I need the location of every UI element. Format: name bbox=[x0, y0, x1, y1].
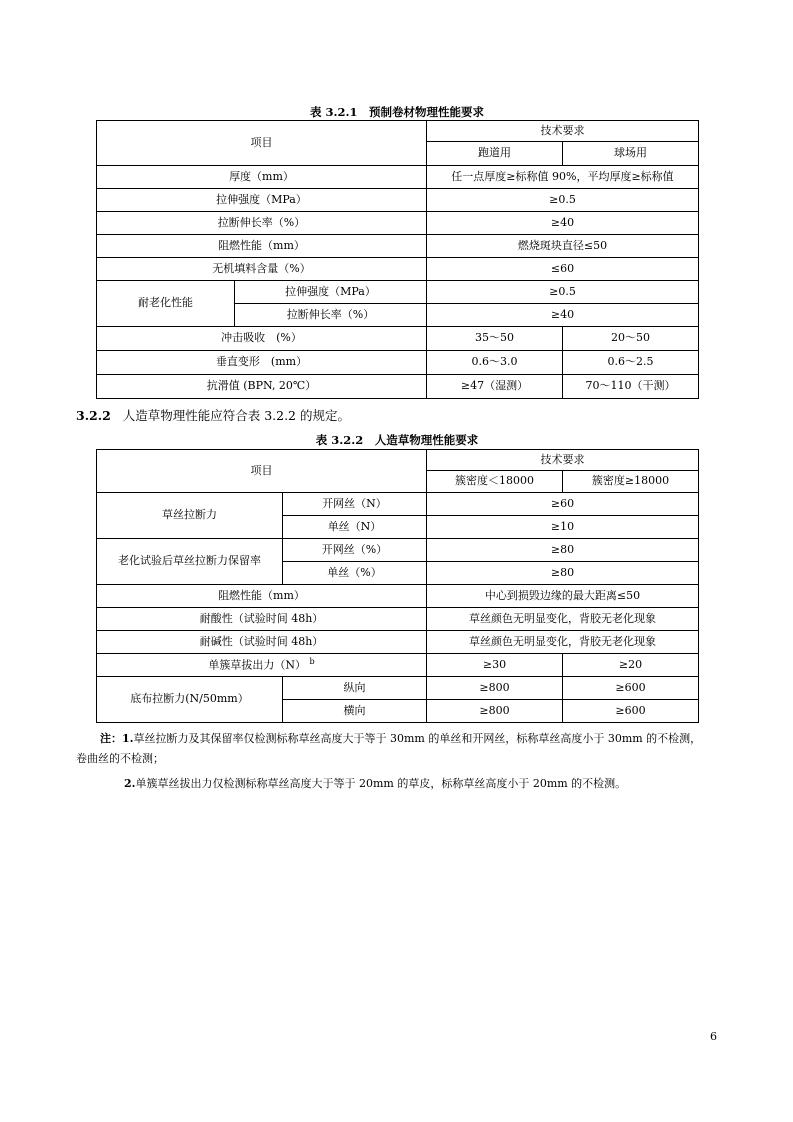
header-court: 球场用 bbox=[563, 142, 699, 166]
row-value: 草丝颜色无明显变化，背胶无老化现象 bbox=[427, 608, 699, 631]
row-value-track: 0.6～3.0 bbox=[427, 351, 563, 375]
row-label: 耐酸性（试验时间 48h） bbox=[97, 608, 427, 631]
section-number: 3.2.2 bbox=[76, 408, 111, 423]
row-label: 拉断伸长率（%） bbox=[97, 212, 427, 235]
row-value-high: ≥600 bbox=[563, 700, 699, 723]
row-label: 拉伸强度（MPa） bbox=[97, 189, 427, 212]
row-label: 冲击吸收 (%） bbox=[97, 327, 427, 351]
note-1-number: 1. bbox=[122, 732, 134, 745]
note-2-number: 2. bbox=[124, 777, 136, 790]
pullout-sup: b bbox=[309, 657, 315, 667]
aging-group: 耐老化性能 bbox=[97, 281, 235, 327]
row-value: ≤60 bbox=[427, 258, 699, 281]
row-value: 中心到损毁边缘的最大距离≤50 bbox=[427, 585, 699, 608]
row-value: ≥40 bbox=[427, 304, 699, 327]
row-label: 拉伸强度（MPa） bbox=[235, 281, 427, 304]
row-label: 耐碱性（试验时间 48h） bbox=[97, 631, 427, 654]
table1-caption: 表 3.2.1 预制卷材物理性能要求 bbox=[309, 105, 484, 119]
row-value-court: 20～50 bbox=[563, 327, 699, 351]
header-tech: 技术要求 bbox=[427, 121, 699, 142]
row-value: 任一点厚度≥标称值 90%，平均厚度≥标称值 bbox=[427, 166, 699, 189]
row-value: ≥0.5 bbox=[427, 281, 699, 304]
row-value-court: 0.6～2.5 bbox=[563, 351, 699, 375]
section-heading bbox=[76, 406, 350, 424]
note-1-text: 草丝拉断力及其保留率仅检测标称草丝高度大于等于 30mm 的单丝和开网丝，标称草丝高度小于 30mm 的不检测， bbox=[133, 732, 702, 745]
note-2 bbox=[124, 775, 724, 793]
note-2-text: 单簇草丝拔出力仅检测标称草丝高度大于等于 20mm 的草皮，标称草丝高度小于 20mm 的不检测。 bbox=[135, 777, 627, 790]
note-1-continuation: 卷曲丝的不检测； bbox=[76, 752, 164, 765]
row-label: 纵向 bbox=[283, 677, 427, 700]
header-density-high: 簇密度≥18000 bbox=[563, 471, 699, 493]
pullout-label bbox=[97, 654, 427, 677]
page-number: 6 bbox=[710, 1030, 717, 1043]
row-value-low: ≥30 bbox=[427, 654, 563, 677]
row-value: ≥60 bbox=[427, 493, 699, 516]
row-value: ≥10 bbox=[427, 516, 699, 539]
row-label: 抗滑值 (BPN, 20℃） bbox=[97, 375, 427, 399]
row-label: 单丝（%） bbox=[283, 562, 427, 585]
header-track: 跑道用 bbox=[427, 142, 563, 166]
row-value-high: ≥20 bbox=[563, 654, 699, 677]
row-label: 厚度（mm） bbox=[97, 166, 427, 189]
row-label: 开网丝（%） bbox=[283, 539, 427, 562]
pullout-label-text: 单簇草拔出力（N） bbox=[208, 658, 306, 672]
row-value-low: ≥800 bbox=[427, 677, 563, 700]
row-label: 阻燃性能（mm） bbox=[97, 235, 427, 258]
table-3-2-1 bbox=[96, 120, 699, 399]
row-label: 拉断伸长率（%） bbox=[235, 304, 427, 327]
section-text: 人造草物理性能应符合表 3.2.2 的规定。 bbox=[122, 408, 350, 423]
row-value: ≥40 bbox=[427, 212, 699, 235]
row-label: 无机填料含量（%） bbox=[97, 258, 427, 281]
header-density-low: 簇密度＜18000 bbox=[427, 471, 563, 493]
row-value-low: ≥800 bbox=[427, 700, 563, 723]
backing-group: 底布拉断力(N/50mm） bbox=[97, 677, 283, 723]
header-tech: 技术要求 bbox=[427, 450, 699, 471]
row-value-high: ≥600 bbox=[563, 677, 699, 700]
header-item: 项目 bbox=[97, 450, 427, 493]
row-value: 草丝颜色无明显变化，背胶无老化现象 bbox=[427, 631, 699, 654]
table-3-2-2 bbox=[96, 449, 699, 723]
row-label: 阻燃性能（mm） bbox=[97, 585, 427, 608]
row-label: 单丝（N） bbox=[283, 516, 427, 539]
row-value: 燃烧斑块直径≤50 bbox=[427, 235, 699, 258]
row-label: 横向 bbox=[283, 700, 427, 723]
table2-caption: 表 3.2.2 人造草物理性能要求 bbox=[315, 433, 479, 447]
row-value: ≥80 bbox=[427, 539, 699, 562]
note-prefix: 注： bbox=[100, 732, 122, 745]
break-force-group: 草丝拉断力 bbox=[97, 493, 283, 539]
row-value-court: 70～110（干测） bbox=[563, 375, 699, 399]
row-value: ≥0.5 bbox=[427, 189, 699, 212]
note-1 bbox=[100, 730, 730, 748]
header-item: 项目 bbox=[97, 121, 427, 166]
row-value: ≥80 bbox=[427, 562, 699, 585]
row-value-track: 35～50 bbox=[427, 327, 563, 351]
row-label: 垂直变形 (mm） bbox=[97, 351, 427, 375]
row-value-track: ≥47（湿测） bbox=[427, 375, 563, 399]
row-label: 开网丝（N） bbox=[283, 493, 427, 516]
retention-group: 老化试验后草丝拉断力保留率 bbox=[97, 539, 283, 585]
